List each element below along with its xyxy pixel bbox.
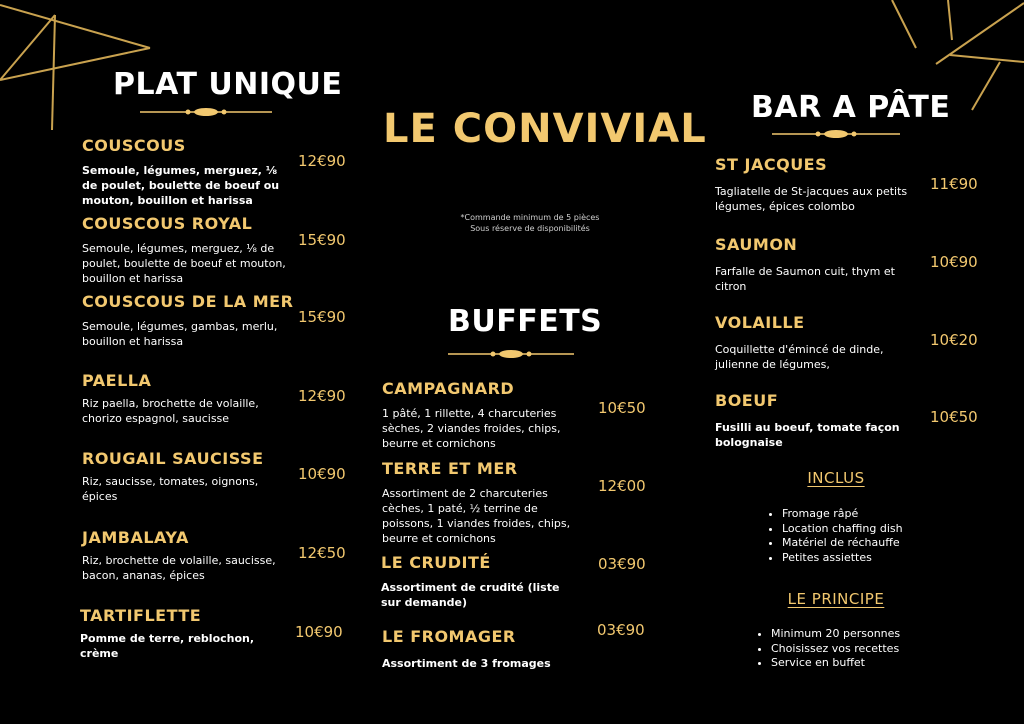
item-name: ROUGAIL SAUCISSE (82, 449, 264, 468)
item-price: 10€90 (295, 623, 343, 641)
order-note-line: Sous réserve de disponibilités (470, 224, 590, 233)
buffets-title: BUFFETS (448, 304, 603, 339)
item-price: 10€50 (598, 399, 646, 417)
item-name: COUSCOUS DE LA MER (82, 292, 294, 311)
list-item: • Minimum 20 personnes (771, 627, 900, 642)
item-name: VOLAILLE (715, 313, 805, 332)
item-desc: Farfalle de Saumon cuit, thym et citron (715, 265, 895, 293)
order-note (430, 212, 630, 234)
inclus-heading: INCLUS (807, 469, 865, 487)
bar-a-pate-item (715, 235, 990, 294)
item-desc: Semoule, légumes, merguez, ⅛ de poulet, boulette de boeuf ou mouton, bouillon et harissa (82, 164, 280, 207)
list-item: • Fromage râpé (782, 507, 903, 522)
item-name: JAMBALAYA (82, 528, 189, 547)
item-name: TARTIFLETTE (80, 606, 202, 625)
bar-a-pate-title: BAR A PÂTE (751, 90, 951, 125)
item-name: ST JACQUES (715, 155, 828, 174)
buffet-item (381, 553, 661, 610)
item-desc: Pomme de terre, reblochon, crème (80, 632, 255, 660)
item-price: 10€20 (930, 331, 978, 349)
item-price: 11€90 (930, 175, 978, 193)
item-desc: Tagliatelle de St-jacques aux petits légumes, épices colombo (715, 185, 908, 213)
item-desc: Semoule, légumes, gambas, merlu, bouillon et harissa (82, 320, 278, 348)
item-desc: Riz, brochette de volaille, saucisse, bacon, ananas, épices (82, 554, 276, 582)
plat-unique-item (82, 136, 357, 208)
item-desc: Fusilli au boeuf, tomate façon bolognaise (715, 421, 900, 449)
item-desc: Assortiment de 3 fromages (382, 657, 551, 670)
buffet-item (382, 459, 662, 546)
list-item: • Matériel de réchauffe (782, 536, 903, 551)
item-name: CAMPAGNARD (382, 379, 515, 398)
item-name: BOEUF (715, 391, 779, 410)
plat-unique-item (82, 214, 357, 286)
plat-unique-title: PLAT UNIQUE (113, 67, 343, 102)
item-desc: Assortiment de 2 charcuteries cèches, 1 paté, ½ terrine de poissons, 1 viandes froides, chips, beurre et cornichons (382, 487, 571, 545)
item-price: 10€90 (298, 465, 346, 483)
bar-a-pate-item (715, 155, 990, 214)
plat-unique-item (82, 371, 357, 426)
item-price: 10€50 (930, 408, 978, 426)
item-name: PAELLA (82, 371, 152, 390)
item-desc: Assortiment de crudité (liste sur demande) (381, 581, 560, 609)
bar-a-pate-item (715, 391, 990, 450)
item-name: SAUMON (715, 235, 798, 254)
item-price: 03€90 (598, 555, 646, 573)
buffet-item (382, 379, 662, 451)
item-name: LE CRUDITÉ (381, 553, 491, 572)
item-price: 12€90 (298, 152, 346, 170)
item-price: 12€50 (298, 544, 346, 562)
item-name: COUSCOUS (82, 136, 186, 155)
principe-heading: LE PRINCIPE (787, 590, 885, 608)
inclus-list (764, 507, 903, 565)
item-price: 03€90 (597, 621, 645, 639)
bar-a-pate-item (715, 313, 990, 372)
plat-unique-item (82, 292, 357, 349)
ornament-divider-icon (772, 128, 900, 140)
plat-unique-item (82, 449, 357, 504)
restaurant-name: LE CONVIVIAL (383, 106, 707, 152)
item-desc: 1 pâté, 1 rillette, 4 charcuteries sèches, 2 viandes froides, chips, beurre et cornichons (382, 407, 561, 450)
ornament-divider-icon (448, 348, 574, 360)
item-desc: Semoule, légumes, merguez, ⅛ de poulet, boulette de boeuf et mouton, bouillon et harissa (82, 242, 286, 285)
item-price: 15€90 (298, 231, 346, 249)
item-name: TERRE ET MER (382, 459, 518, 478)
item-price: 12€90 (298, 387, 346, 405)
item-desc: Riz, saucisse, tomates, oignons, épices (82, 475, 259, 503)
item-name: LE FROMAGER (382, 627, 516, 646)
item-name: COUSCOUS ROYAL (82, 214, 253, 233)
buffet-item (382, 621, 662, 671)
plat-unique-item (80, 606, 357, 661)
plat-unique-item (82, 528, 357, 583)
list-item: • Location chaffing dish (782, 522, 903, 537)
item-desc: Riz paella, brochette de volaille, chorizo espagnol, saucisse (82, 397, 259, 425)
list-item: • Service en buffet (771, 656, 900, 671)
item-desc: Coquillette d'émincé de dinde, julienne de légumes, (715, 343, 884, 371)
ornament-divider-icon (140, 106, 272, 118)
list-item: • Petites assiettes (782, 551, 903, 566)
order-note-line: *Commande minimum de 5 pièces (460, 213, 600, 222)
list-item: • Choisissez vos recettes (771, 642, 900, 657)
principe-list (753, 627, 900, 671)
item-price: 10€90 (930, 253, 978, 271)
item-price: 12€00 (598, 477, 646, 495)
item-price: 15€90 (298, 308, 346, 326)
